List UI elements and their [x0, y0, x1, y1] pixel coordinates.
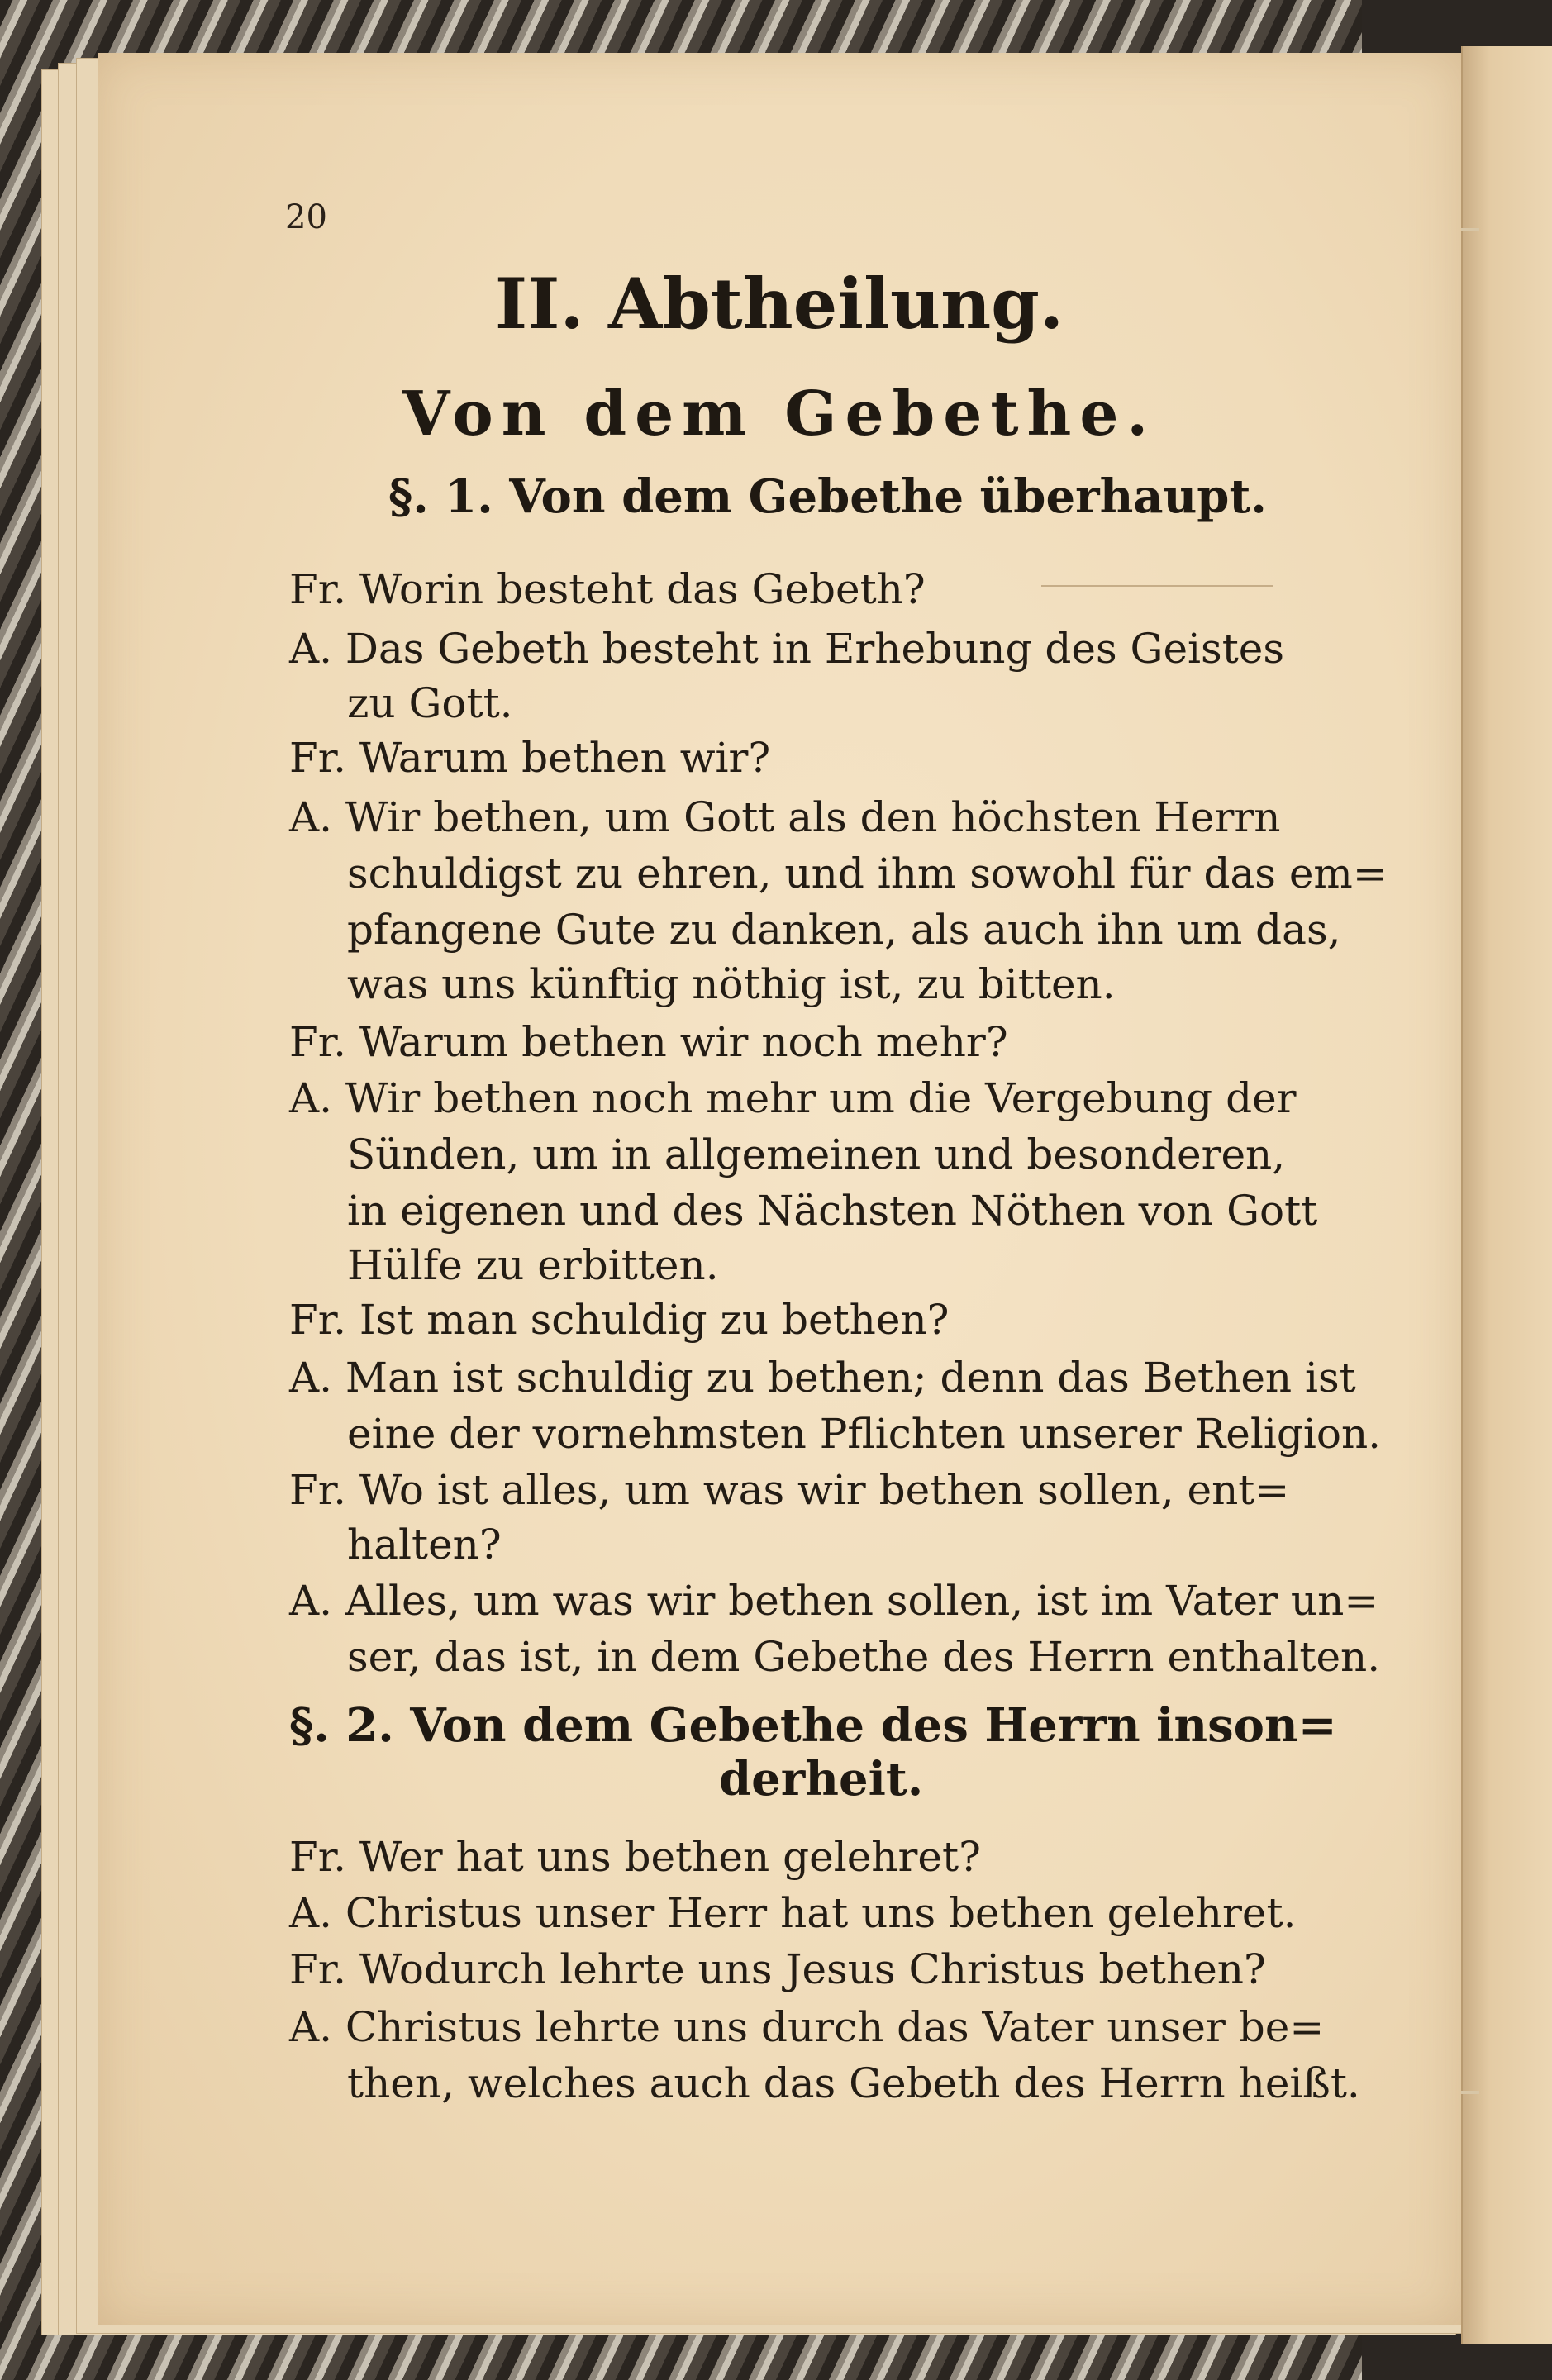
text-line: halten?	[347, 1521, 502, 1568]
text-line: then, welches auch das Gebeth des Herrn heißt.	[347, 2059, 1360, 2107]
text-line: Hülfe zu erbitten.	[347, 1241, 719, 1289]
text-line: ser, das ist, in dem Gebethe des Herrn enthalten.	[347, 1633, 1381, 1681]
text-line: A. Wir bethen noch mehr um die Vergebung der	[289, 1074, 1297, 1122]
text-line: A. Alles, um was wir bethen sollen, ist im Vater un=	[289, 1577, 1379, 1625]
text-line: A. Das Gebeth besteht in Erhebung des Geistes	[289, 625, 1285, 673]
text-line: A. Wir bethen, um Gott als den höchsten Herrn	[289, 793, 1281, 841]
section-heading: §. 2. Von dem Gebethe des Herrn inson=	[289, 1698, 1337, 1753]
page-number: 20	[285, 198, 327, 236]
text-line: schuldigst zu ehren, und ihm sowohl für das em=	[347, 850, 1388, 897]
text-line: Sünden, um in allgemeinen und besonderen,	[347, 1130, 1286, 1178]
text-line: Fr. Wodurch lehrte uns Jesus Christus bethen?	[289, 1945, 1266, 1993]
text-line: eine der vornehmsten Pflichten unserer Religion.	[347, 1410, 1382, 1458]
text-line: Fr. Warum bethen wir?	[289, 734, 771, 782]
facing-page-edge	[1461, 46, 1552, 2344]
text-line: in eigenen und des Nächsten Nöthen von Gott	[347, 1187, 1318, 1235]
text-line: pfangene Gute zu danken, als auch ihn um das,	[347, 906, 1341, 954]
text-line: Fr. Warum bethen wir noch mehr?	[289, 1018, 1008, 1066]
text-line: Fr. Wer hat uns bethen gelehret?	[289, 1833, 981, 1881]
section-heading: §. 1. Von dem Gebethe überhaupt.	[388, 469, 1267, 524]
text-line: Fr. Wo ist alles, um was wir bethen sollen, ent=	[289, 1466, 1290, 1514]
text-line: Fr. Worin besteht das Gebeth?	[289, 565, 926, 613]
division-title: II. Abtheilung.	[494, 263, 1064, 345]
text-line: Fr. Ist man schuldig zu bethen?	[289, 1296, 950, 1344]
text-line: A. Man ist schuldig zu bethen; denn das Bethen ist	[289, 1354, 1356, 1402]
text-line: zu Gott.	[347, 679, 513, 727]
faint-rule	[1041, 585, 1273, 587]
text-line: was uns künftig nöthig ist, zu bitten.	[347, 960, 1116, 1008]
text-line: A. Christus unser Herr hat uns bethen gelehret.	[289, 1889, 1297, 1937]
text-line: A. Christus lehrte uns durch das Vater unser be=	[289, 2003, 1325, 2051]
section-heading-continued: derheit.	[719, 1752, 924, 1806]
chapter-title: Von dem Gebethe.	[402, 378, 1157, 450]
